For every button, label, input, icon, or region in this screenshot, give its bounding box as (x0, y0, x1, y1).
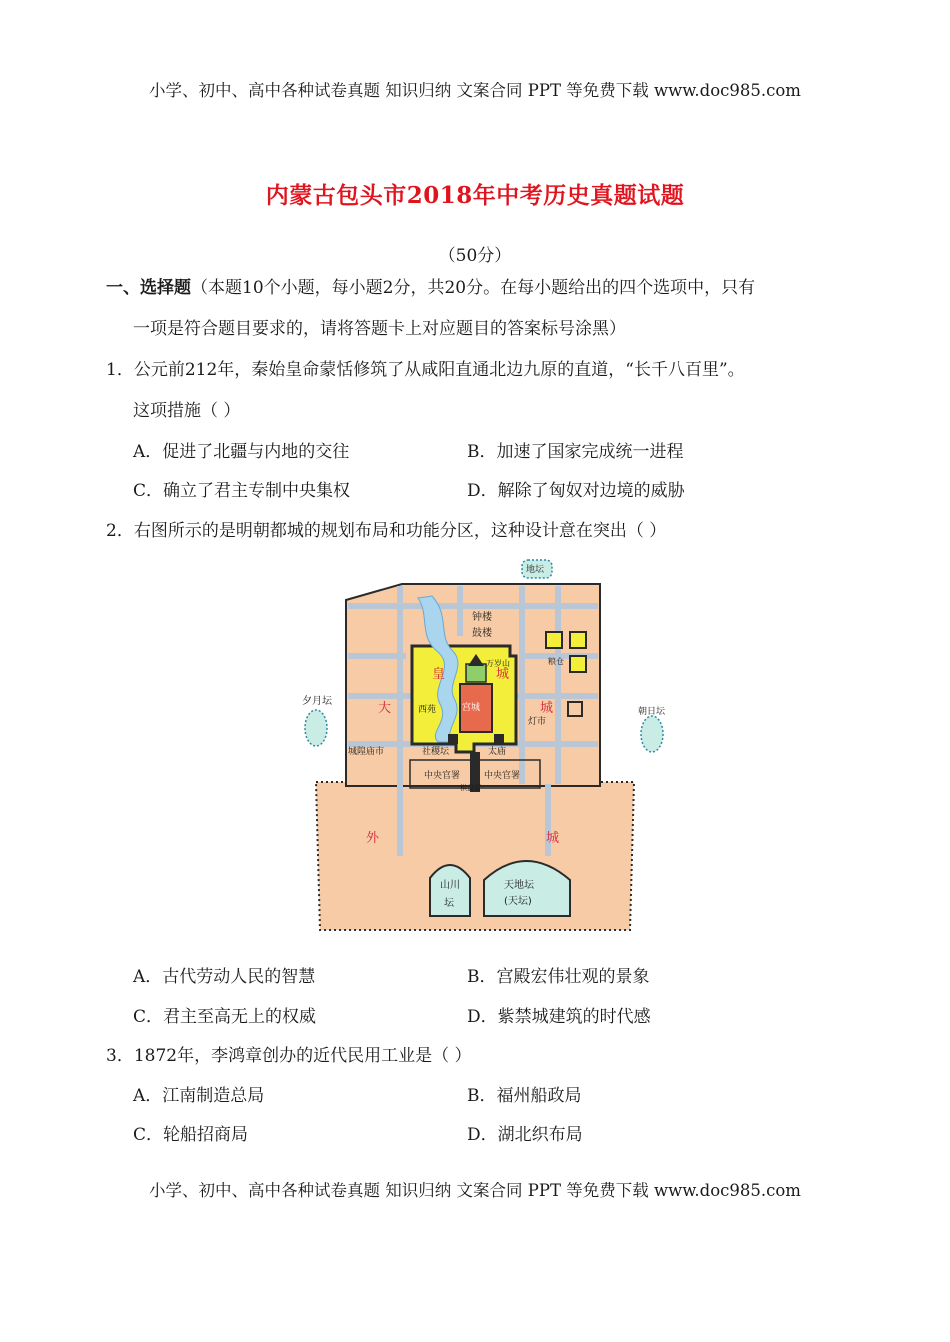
label-gongcheng: 宫城 (462, 703, 481, 713)
label-cheng-inner: 城 (496, 667, 510, 682)
label-xiyuan: 西苑 (418, 705, 437, 715)
question-3-option-a: A．江南制造总局 (133, 1086, 265, 1106)
label-qipanjie: 棋盘街 (460, 784, 481, 792)
question-1-option-c: C．确立了君主专制中央集权 (133, 481, 351, 501)
label-zhongyang-right: 中央官署 (484, 771, 521, 781)
label-zhonglou: 钟楼 (472, 612, 492, 623)
section-instruction-1: （本题10个小题，每小题2分，共20分。在每小题给出的四个选项中，只有 (191, 278, 756, 298)
page-header: 小学、初中、高中各种试卷真题 知识归纳 文案合同 PPT 等免费下载 www.doc985.com (149, 81, 801, 100)
label-huang: 皇 (432, 667, 446, 682)
ming-capital-map (300, 556, 670, 934)
question-1-option-d: D．解除了匈奴对边境的威胁 (467, 481, 685, 501)
xiyuetan-altar (305, 710, 327, 746)
label-cang: 粮仓 (548, 657, 564, 666)
question-3-option-b: B．福州船政局 (467, 1086, 582, 1106)
label-shejitan: 社稷坛 (422, 747, 450, 757)
label-dengshi: 灯市 (528, 717, 547, 727)
label-cheng-big: 城 (540, 701, 554, 716)
label-wai: 外 (366, 831, 380, 846)
question-1-stem-cont: 这项措施（ ） (133, 401, 241, 421)
label-ditan: 地坛 (526, 565, 545, 575)
label-gulou: 鼓楼 (472, 628, 492, 639)
label-zhongyang-left: 中央官署 (424, 771, 461, 781)
page-footer: 小学、初中、高中各种试卷真题 知识归纳 文案合同 PPT 等免费下载 www.doc985.com (149, 1181, 801, 1200)
label-da: 大 (378, 701, 392, 716)
label-tiantan-1: 天地坛 (504, 880, 534, 891)
section-label: 一、选择题 (106, 278, 191, 298)
question-2-option-b: B．宫殿宏伟壮观的景象 (467, 967, 650, 987)
outer-city (316, 782, 634, 930)
label-chenghuangmiao: 城隍庙市 (348, 747, 385, 757)
label-wanshoushan: 万岁山 (486, 659, 510, 668)
label-tiantan-2: (天坛) (504, 896, 532, 907)
label-cheng-outer: 城 (546, 831, 560, 846)
section-heading (106, 277, 755, 299)
chaoritan-altar (641, 716, 663, 752)
question-1-option-b: B．加速了国家完成统一进程 (467, 442, 684, 462)
question-3-option-d: D．湖北织布局 (467, 1125, 583, 1145)
label-tan: 坛 (444, 898, 454, 909)
label-chaoritan: 朝日坛 (638, 707, 666, 717)
label-shanchuan: 山川 (440, 880, 460, 891)
question-2-option-c: C．君主至高无上的权威 (133, 1007, 317, 1027)
page-title: 内蒙古包头市2018年中考历史真题试题 (265, 182, 685, 209)
label-taimiao: 太庙 (488, 747, 507, 757)
question-3-option-c: C．轮船招商局 (133, 1125, 249, 1145)
question-2-stem: 2．右图所示的是明朝都城的规划布局和功能分区，这种设计意在突出（ ） (106, 521, 667, 541)
section-instruction-2: 一项是符合题目要求的，请将答题卡上对应题目的答案标号涂黑） (133, 319, 626, 339)
question-1-option-a: A．促进了北疆与内地的交往 (133, 442, 350, 462)
question-3-stem: 3．1872年，李鸿章创办的近代民用工业是（ ） (106, 1046, 472, 1066)
label-xiyuetan: 夕月坛 (302, 696, 332, 707)
question-2-option-a: A．古代劳动人民的智慧 (133, 967, 316, 987)
question-2-option-d: D．紫禁城建筑的时代感 (467, 1007, 651, 1027)
question-1-stem: 1．公元前212年，秦始皇命蒙恬修筑了从咸阳直通北边九原的直道，“长千八百里”。 (106, 360, 745, 380)
total-score: （50分） (438, 246, 512, 266)
